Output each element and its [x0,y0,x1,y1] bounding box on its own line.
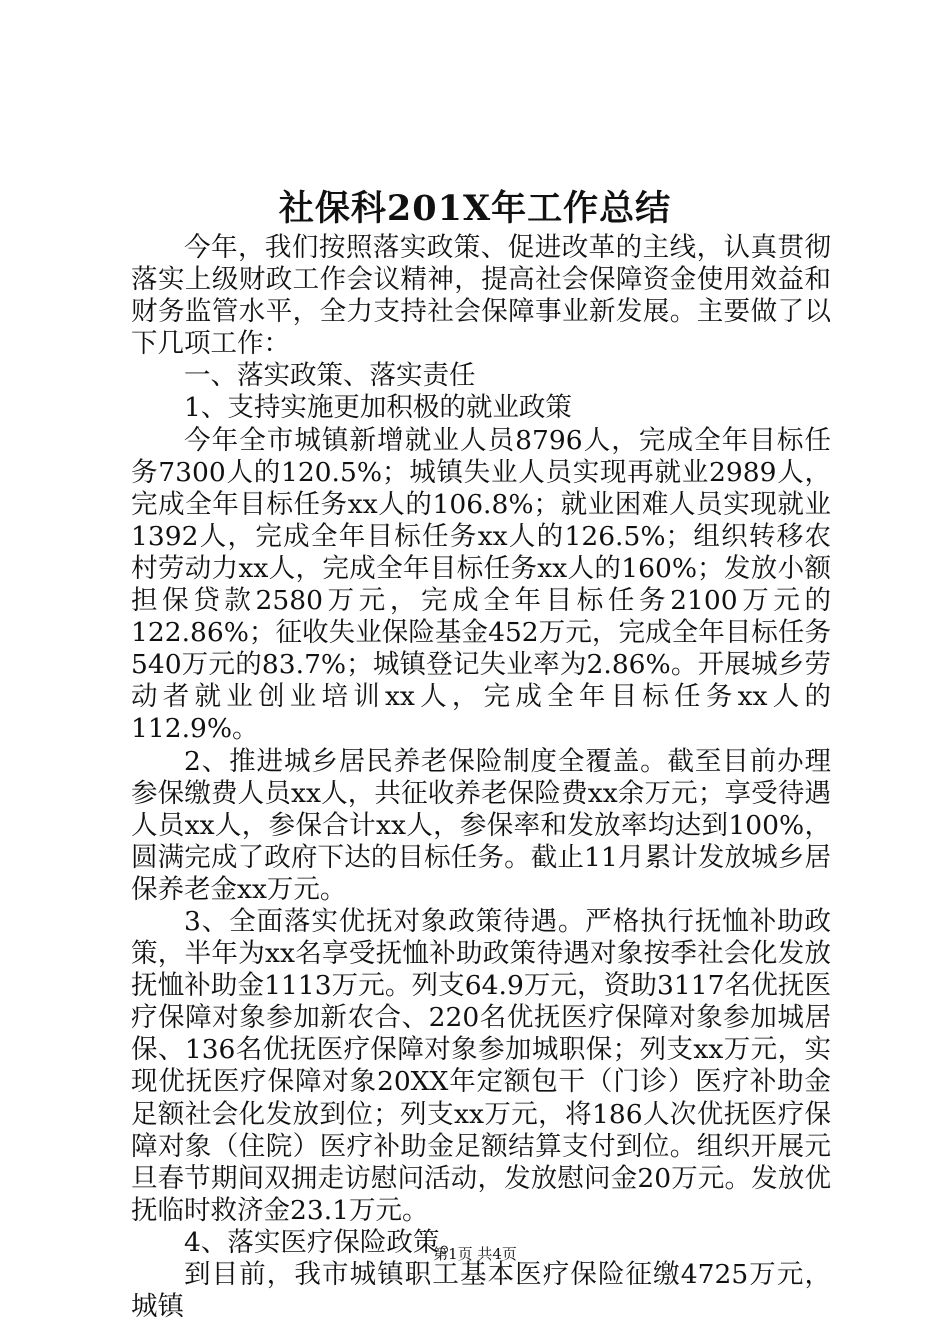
section-heading-1: 一、落实政策、落实责任 [184,360,476,392]
document-body [131,232,831,1323]
paragraph-pension: 2、推进城乡居民养老保险制度全覆盖。截至目前办理参保缴费人员xx人，共征收养老保险费xx余万元；享受待遇人员xx人，参保合计xx人，参保率和发放率均达到100%，圆满完成了政府下达的目标任务。截止11月累计发放城乡居保养老金xx万元。 [131,745,831,905]
document-title: 社保科201X年工作总结 [278,188,672,229]
paragraph-medical: 到目前，我市城镇职工基本医疗保险征缴4725万元，城镇 [131,1259,831,1323]
paragraph-intro: 今年，我们按照落实政策、促进改革的主线，认真贯彻落实上级财政工作会议精神，提高社会保障资金使用效益和财务监管水平，全力支持社会保障事业新发展。主要做了以下几项工作： [131,232,831,360]
subsection-heading-4: 4、落实医疗保险政策。 [184,1226,466,1258]
subsection-heading-1: 1、支持实施更加积极的就业政策 [184,392,572,424]
paragraph-employment: 今年全市城镇新增就业人员8796人，完成全年目标任务7300人的120.5%；城镇失业人员实现再就业2989人，完成全年目标任务xx人的106.8%；就业困难人员实现就业1392人，完成全年目标任务xx人的126.5%；组织转移农村劳动力xx人，完成全年目标任务xx人的160%；发放小额担保贷款2580万元，完成全年目标任务2100万元的122.86%；征收失业保险基金452万元，完成全年目标任务540万元的83.7%；城镇登记失业率为2.86%。开展城乡劳动者就业创业培训xx人，完成全年目标任务xx人的112.9%。 [131,424,831,745]
paragraph-veterans: 3、全面落实优抚对象政策待遇。严格执行抚恤补助政策，半年为xx名享受抚恤补助政策待遇对象按季社会化发放抚恤补助金1113万元。列支64.9万元，资助3117名优抚医疗保障对象参加新农合、220名优抚医疗保障对象参加城居保、136名优抚医疗保障对象参加城职保；列支xx万元，实现优抚医疗保障对象20XX年定额包干（门诊）医疗补助金足额社会化发放到位；列支xx万元，将186人次优抚医疗保障对象（住院）医疗补助金足额结算支付到位。组织开展元旦春节期间双拥走访慰问活动，发放慰问金20万元。发放优抚临时救济金23.1万元。 [131,905,831,1226]
page-number: 第1页 共4页 [433,1245,517,1263]
